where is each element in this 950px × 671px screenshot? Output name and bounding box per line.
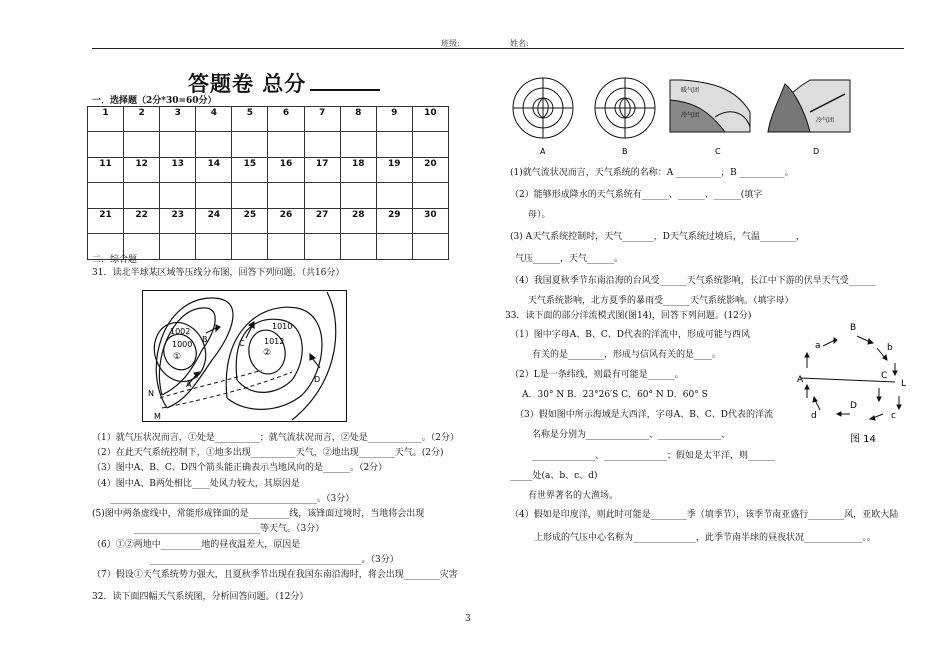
- grid-cell: 19: [376, 158, 412, 183]
- grid-cell: 20: [412, 158, 448, 183]
- grid-answer-row: [88, 183, 449, 209]
- system-d: [768, 80, 850, 132]
- c-warm-label: 暖气团: [681, 87, 700, 94]
- grid-answer-row: [88, 234, 449, 260]
- isobar-label-1000: 1000: [172, 340, 193, 349]
- answer-cell[interactable]: [304, 132, 340, 158]
- q32-line-3: 母）。: [528, 210, 551, 220]
- answer-cell[interactable]: [304, 183, 340, 209]
- grid-cell: 4: [196, 107, 232, 132]
- q33-intro: 33．读下面的部分洋流模式图(图14)，回答下列问题。(12分): [505, 311, 752, 321]
- q33-line-9: 有世界著名的大渔场。: [528, 491, 619, 501]
- answer-cell[interactable]: [196, 183, 232, 209]
- header-rule: [92, 48, 904, 49]
- q31-line-10: （7）假设①天气系统势力强大，且夏秋季节出现在我国东南沿海时，将会出现________灾害: [92, 570, 458, 580]
- q31-line-9: _______________________________________________。（3分）: [150, 555, 399, 565]
- arrow-b-label: B: [202, 335, 208, 344]
- answer-cell[interactable]: [376, 132, 412, 158]
- answer-cell[interactable]: [124, 183, 160, 209]
- grid-cell: 29: [376, 209, 412, 234]
- grid-cell: 14: [196, 158, 232, 183]
- grid-cell: 16: [268, 158, 304, 183]
- name-label: 姓名:: [510, 39, 529, 48]
- grid-cell: 21: [88, 209, 124, 234]
- answer-cell[interactable]: [196, 234, 232, 260]
- answer-cell[interactable]: [88, 183, 124, 209]
- isobar-label-1010: 1010: [272, 322, 293, 331]
- grid-cell: 24: [196, 209, 232, 234]
- answer-cell[interactable]: [340, 183, 376, 209]
- q31-line-6: (5)图中两条虚线中，常能形成锋面的是_________线，该锋面过境时，当地将会出现: [92, 509, 425, 519]
- fig32-label-c: C: [715, 147, 721, 156]
- page-title: 答题卷 总分: [188, 68, 380, 98]
- answer-cell[interactable]: [232, 183, 268, 209]
- grid-cell: 5: [232, 107, 268, 132]
- q31-line-5: ______________________________________________。（3分）: [110, 494, 355, 504]
- weather-systems-figure: [510, 72, 855, 162]
- answer-grid: [87, 106, 449, 260]
- q32-line-2: （2）能够形成降水的天气系统有______、______、______(填字: [510, 190, 763, 200]
- answer-cell[interactable]: [88, 132, 124, 158]
- q32-line-5: 气压______，天气______。: [515, 254, 624, 264]
- q31-line-4: （4）图中A、B两处相比____处风力较大，其原因是: [92, 479, 300, 489]
- current-label-c: C: [881, 371, 888, 381]
- q33-line-11: 上形成的气压中心名称为______________，此季节南半球的昼夜状况_____________。。: [534, 533, 877, 543]
- answer-cell[interactable]: [268, 132, 304, 158]
- dashed-line-n: [160, 370, 262, 398]
- q31-line-3: （3）图中A、B、C、D四个箭头能正确表示当地风向的是______。（2分）: [92, 463, 388, 473]
- system-b: [595, 78, 655, 138]
- c-cold-label: 冷气团: [681, 112, 700, 119]
- point-2-label: ②: [263, 348, 272, 358]
- grid-number-row: [88, 107, 449, 132]
- arrow-c-label: C: [239, 339, 245, 348]
- arrow-d-label: D: [314, 375, 321, 384]
- answer-cell[interactable]: [304, 234, 340, 260]
- line-n-label: N: [148, 389, 154, 398]
- answer-cell[interactable]: [376, 183, 412, 209]
- isobar-label-1002: 1002: [170, 327, 191, 336]
- fig32-label-b: B: [622, 147, 628, 156]
- q31-intro: 31．读北半球某区域等压线分布图，回答下列问题。（共16分）: [92, 268, 345, 278]
- dashed-line-m: [162, 372, 292, 408]
- latitude-label-l: L: [901, 379, 907, 389]
- answer-cell[interactable]: [340, 234, 376, 260]
- q33-line-4: A．30° N B．23°26′S C．60° N D．60° S: [522, 390, 708, 400]
- answer-cell[interactable]: [160, 132, 196, 158]
- system-a: [513, 78, 573, 138]
- q33-line-2: 有关的是________，形成与信风有关的是____。: [532, 350, 722, 360]
- answer-cell[interactable]: [160, 183, 196, 209]
- current-label-d-small: d: [811, 411, 817, 421]
- grid-cell: 9: [376, 107, 412, 132]
- arrow-d-head: [310, 354, 315, 360]
- grid-cell: 2: [124, 107, 160, 132]
- grid-answer-row: [88, 132, 449, 158]
- grid-cell: 3: [160, 107, 196, 132]
- answer-cell[interactable]: [268, 234, 304, 260]
- q32-line-7: 天气系统影响，北方夏季的暴雨受______天气系统影响。（填字母）: [528, 296, 794, 306]
- total-score-blank[interactable]: [310, 89, 380, 91]
- grid-cell: 25: [232, 209, 268, 234]
- answer-cell[interactable]: [412, 234, 448, 260]
- current-label-b-small: b: [887, 343, 893, 353]
- current-label-c-small: c: [891, 411, 896, 421]
- answer-cell[interactable]: [232, 234, 268, 260]
- isobar-label-1012: 1012: [264, 337, 285, 346]
- wind-arrows: [188, 322, 320, 385]
- grid-cell: 13: [160, 158, 196, 183]
- q32-line-1: (1)就气流状况而言，天气系统的名称：A __________，B __________。: [510, 168, 794, 178]
- grid-number-row: [88, 209, 449, 234]
- grid-cell: 17: [304, 158, 340, 183]
- class-label: 班级:: [441, 39, 460, 48]
- q31-line-1: （1）就气压状况而言，①处是__________；就气流状况而言，②处是____________。（2分）: [92, 433, 459, 443]
- answer-cell[interactable]: [412, 132, 448, 158]
- current-label-a-small: a: [815, 341, 821, 351]
- grid-cell: 10: [412, 107, 448, 132]
- figure-14-caption: 图 14: [850, 434, 876, 445]
- answer-cell[interactable]: [124, 132, 160, 158]
- answer-cell[interactable]: [268, 183, 304, 209]
- q33-line-6: 名称是分别为______________、______________、: [532, 430, 731, 440]
- grid-cell: 15: [232, 158, 268, 183]
- arrow-b-head: [216, 325, 220, 331]
- grid-cell: 1: [88, 107, 124, 132]
- grid-cell: 27: [304, 209, 340, 234]
- q32-line-6: （4）我国夏秋季节东南沿海的台风受______天气系统影响，长江中下游的伏旱天气受______: [510, 276, 876, 286]
- page-number: 3: [465, 614, 471, 624]
- q32-line-4: (3) A天气系统控制时，天气_______，D天气系统过境后，气温________，: [510, 232, 805, 242]
- grid-cell: 11: [88, 158, 124, 183]
- q33-line-8: _____处(a、b、c、d): [510, 471, 598, 481]
- grid-cell: 6: [268, 107, 304, 132]
- line-m-label: M: [154, 412, 161, 421]
- q33-line-5: （3）假如图中所示海域是大西洋，字母A、B、C、D代表的洋流: [515, 410, 773, 420]
- fig32-label-a: A: [540, 147, 546, 156]
- current-label-d: D: [850, 401, 857, 411]
- q32-intro: 32．读下面四幅天气系统图，分析回答问题。（12分）: [92, 592, 309, 602]
- current-label-a: A: [797, 375, 804, 385]
- answer-cell[interactable]: [412, 183, 448, 209]
- grid-cell: 28: [340, 209, 376, 234]
- grid-cell: 18: [340, 158, 376, 183]
- grid-cell: 22: [124, 209, 160, 234]
- answer-cell[interactable]: [340, 132, 376, 158]
- q31-line-8: （6）①②两地中_________地的昼夜温差大，原因是: [92, 540, 301, 550]
- d-cold-label: 冷气团: [816, 117, 835, 124]
- grid-cell: 7: [304, 107, 340, 132]
- arrow-a-label: A: [186, 380, 192, 389]
- answer-cell[interactable]: [196, 132, 232, 158]
- section2-heading: 二．综合题: [92, 255, 138, 265]
- q33-line-7: ______________、______________；假如是太平洋，则______: [532, 451, 776, 461]
- grid-cell: 23: [160, 209, 196, 234]
- q31-line-2: （2）在此天气系统控制下，①地多出现__________天气，②地出现________天气。(2分): [92, 448, 444, 458]
- section1-heading: 一．选择题（2分*30=60分）: [92, 96, 217, 106]
- grid-cell: 12: [124, 158, 160, 183]
- answer-cell[interactable]: [160, 234, 196, 260]
- grid-number-row: [88, 158, 449, 183]
- answer-cell[interactable]: [232, 132, 268, 158]
- grid-cell: 26: [268, 209, 304, 234]
- grid-cell: 8: [340, 107, 376, 132]
- current-label-b: B: [850, 323, 857, 333]
- point-1-label: ①: [173, 352, 182, 362]
- q31-line-7: ____________________________等天气。（3分）: [134, 524, 325, 534]
- q33-line-1: （1）图中字母A、B、C、D代表的洋流中，形成可能与西风: [510, 330, 750, 340]
- q33-line-3: （2）L是一条纬线，则最有可能是______。: [510, 370, 684, 380]
- q33-line-10: （4）假如是印度洋，则此时可能是________季（填季节），该季节南亚盛行________风，亚欧大陆: [510, 510, 899, 520]
- grid-cell: 30: [412, 209, 448, 234]
- ocean-currents-figure: [795, 318, 910, 448]
- fig32-label-d: D: [813, 147, 820, 156]
- answer-cell[interactable]: [376, 234, 412, 260]
- isobar-map: [142, 290, 347, 425]
